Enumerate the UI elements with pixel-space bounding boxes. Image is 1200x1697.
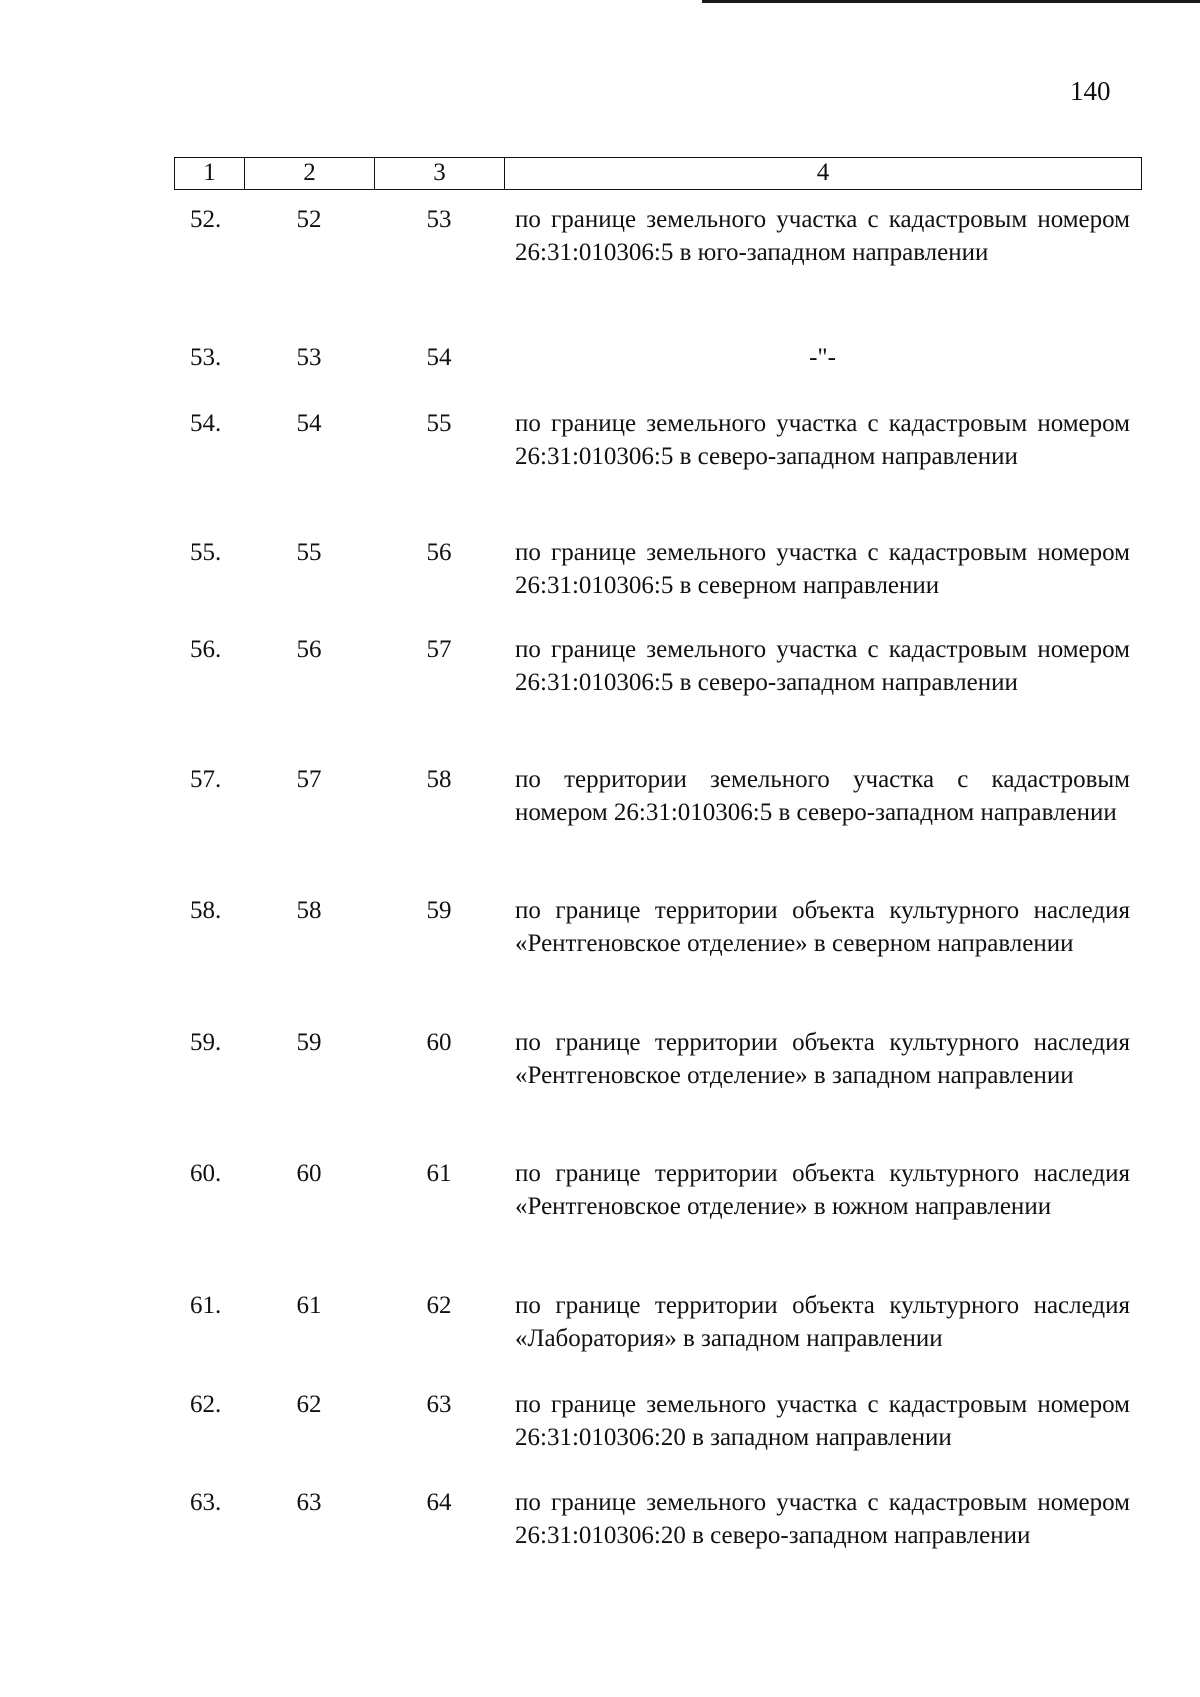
point-to: 63	[426, 1391, 452, 1418]
point-from: 56	[296, 636, 322, 663]
point-to: 57	[426, 636, 452, 663]
row-number: 53.	[190, 344, 222, 371]
page-number: 140	[1070, 76, 1111, 106]
boundary-description: по границе территории объекта культурного наследия «Рентгеновское отделение» в южном направлении	[515, 1160, 1130, 1220]
boundary-description: по границе территории объекта культурного наследия «Рентгеновское отделение» в северном направлении	[515, 897, 1130, 957]
boundary-description: по границе земельного участка с кадастровым номером 26:31:010306:5 в северо-западном направлении	[515, 636, 1130, 696]
boundary-description: -"-	[809, 344, 836, 371]
point-to: 60	[426, 1029, 452, 1056]
point-to: 59	[426, 897, 452, 924]
point-to: 62	[426, 1292, 452, 1319]
point-to: 54	[426, 344, 452, 371]
boundary-description: по границе земельного участка с кадастровым номером 26:31:010306:5 в северном направлении	[515, 539, 1130, 599]
point-to: 64	[426, 1489, 452, 1516]
boundary-description: по границе земельного участка с кадастровым номером 26:31:010306:20 в северо-западном направлении	[515, 1489, 1130, 1549]
boundary-description: по границе земельного участка с кадастровым номером 26:31:010306:20 в западном направлении	[515, 1391, 1130, 1451]
header-col-3: 3	[375, 158, 505, 189]
row-number: 54.	[190, 410, 222, 437]
point-from: 58	[296, 897, 322, 924]
boundary-description: по территории земельного участка с кадастровым номером 26:31:010306:5 в северо-западном направлении	[515, 766, 1130, 826]
point-to: 55	[426, 410, 452, 437]
boundary-description: по границе земельного участка с кадастровым номером 26:31:010306:5 в юго-западном направлении	[515, 206, 1130, 266]
point-from: 53	[296, 344, 322, 371]
point-from: 59	[296, 1029, 322, 1056]
point-from: 61	[296, 1292, 322, 1319]
row-number: 58.	[190, 897, 222, 924]
point-from: 57	[296, 766, 322, 793]
row-number: 63.	[190, 1489, 222, 1516]
header-col-2: 2	[245, 158, 375, 189]
boundary-description: по границе земельного участка с кадастровым номером 26:31:010306:5 в северо-западном направлении	[515, 410, 1130, 470]
point-to: 53	[426, 206, 452, 233]
row-number: 62.	[190, 1391, 222, 1418]
point-to: 58	[426, 766, 452, 793]
row-number: 56.	[190, 636, 222, 663]
point-from: 54	[296, 410, 322, 437]
header-col-4: 4	[816, 159, 830, 186]
header-col-1: 1	[175, 158, 245, 189]
point-from: 52	[296, 206, 322, 233]
row-number: 61.	[190, 1292, 222, 1319]
row-number: 55.	[190, 539, 222, 566]
top-rule	[702, 0, 1200, 3]
row-number: 60.	[190, 1160, 222, 1187]
point-from: 55	[296, 539, 322, 566]
row-number: 57.	[190, 766, 222, 793]
point-to: 61	[426, 1160, 452, 1187]
point-from: 60	[296, 1160, 322, 1187]
point-from: 62	[296, 1391, 322, 1418]
boundary-description: по границе территории объекта культурного наследия «Рентгеновское отделение» в западном направлении	[515, 1029, 1130, 1089]
table-header	[174, 157, 1142, 190]
boundary-description: по границе территории объекта культурного наследия «Лаборатория» в западном направлении	[515, 1292, 1130, 1352]
row-number: 59.	[190, 1029, 222, 1056]
point-from: 63	[296, 1489, 322, 1516]
point-to: 56	[426, 539, 452, 566]
row-number: 52.	[190, 206, 222, 233]
